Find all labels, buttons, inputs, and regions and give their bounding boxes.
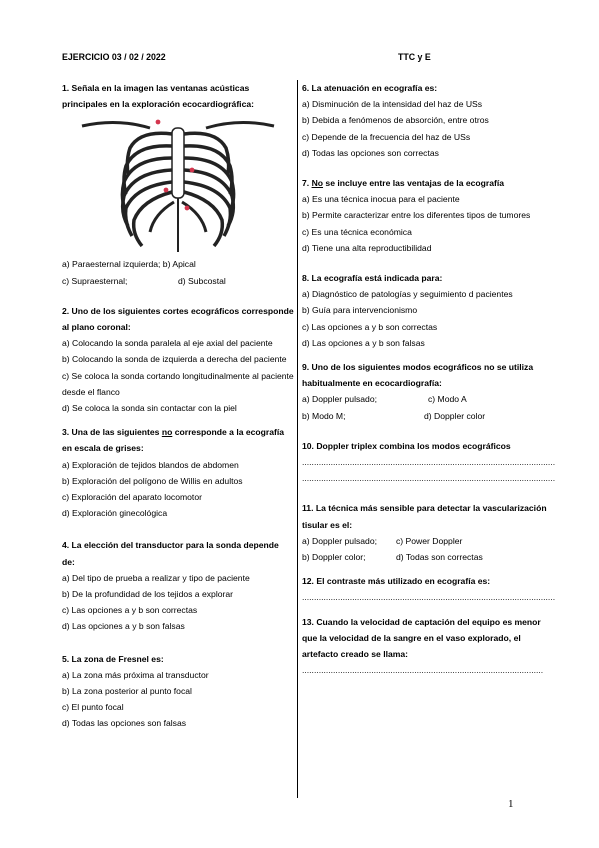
title-part: 3. Una de las siguientes — [62, 427, 162, 438]
option: b) La zona posterior al punto focal — [62, 686, 192, 697]
option: d) Todas las opciones son falsas — [62, 718, 187, 729]
title-underline: no — [161, 427, 173, 438]
left-column — [62, 80, 294, 740]
options-row — [302, 391, 557, 407]
option: a) Exploración de tejidos blandos de abdomen — [62, 459, 239, 470]
title-underline: No — [311, 178, 324, 189]
option: a) Doppler pulsado; — [302, 535, 378, 546]
option: a) Es una técnica inocua para el paciente — [302, 194, 460, 205]
option: c) El punto focal — [62, 702, 124, 713]
options-row — [302, 533, 557, 549]
option: a) La zona más próxima al transductor — [62, 669, 209, 680]
option: b) Permite caracterizar entre los diferentes tipos de tumores — [302, 210, 531, 221]
option: a) Doppler pulsado; — [302, 394, 378, 405]
option: d) Subcostal — [178, 275, 226, 286]
option: a) Diagnóstico de patologías y seguimiento d pacientes — [302, 289, 513, 300]
page-number: 1 — [508, 798, 514, 810]
option: c) Modo A — [428, 394, 467, 405]
option: a) Paraesternal izquierda; b) Apical — [62, 259, 196, 270]
answer-line[interactable]: .......................................................................................................... — [302, 473, 556, 484]
question-title — [302, 175, 557, 191]
question-title: 9. Uno de los siguientes modos ecográficos no se utiliza habitualmente en ecocardiografía: — [302, 362, 534, 389]
ribcage-image — [62, 114, 294, 254]
option: c) Depende de la frecuencia del haz de USs — [302, 131, 471, 142]
question-2 — [62, 303, 294, 416]
question-title: 10. Doppler triplex combina los modos ecográficos — [302, 440, 511, 451]
question-title: 12. El contraste más utilizado en ecografía es: — [302, 576, 491, 587]
exercise-header: EJERCICIO 03 / 02 / 2022 — [62, 52, 166, 62]
question-5 — [62, 651, 294, 732]
option: c) Power Doppler — [396, 535, 463, 546]
title-part: se incluye entre las ventajas de la ecografía — [323, 178, 505, 189]
question-13 — [302, 614, 557, 679]
option: b) Guía para intervencionismo — [302, 305, 418, 316]
option: d) Todas las opciones son correctas — [302, 147, 439, 158]
question-title: 5. La zona de Fresnel es: — [62, 653, 164, 664]
question-title: 2. Uno de los siguientes cortes ecográficos corresponde al plano coronal: — [62, 305, 294, 333]
question-11 — [302, 500, 557, 565]
option: a) Disminución de la intensidad del haz de USs — [302, 99, 483, 110]
option: c) Las opciones a y b son correctas — [302, 321, 438, 332]
option: a) Del tipo de prueba a realizar y tipo de paciente — [62, 572, 250, 583]
option: b) Debida a fenómenos de absorción, entre otros — [302, 115, 489, 126]
question-title: 11. La técnica más sensible para detectar la vascularización tisular es el: — [302, 503, 547, 530]
option: d) Doppler color — [424, 410, 486, 421]
question-6 — [302, 80, 557, 161]
column-divider — [297, 80, 298, 798]
answer-line[interactable]: .......................................................................................................... — [302, 457, 556, 468]
question-4 — [62, 537, 294, 634]
option: d) Se coloca la sonda sin contactar con la piel — [62, 403, 237, 414]
options-row — [302, 408, 557, 424]
question-title: 1. Señala en la imagen las ventanas acústicas principales en la exploración ecocardiográfica: — [62, 83, 254, 110]
question-title: 8. La ecografía está indicada para: — [302, 273, 443, 284]
option: c) Exploración del aparato locomotor — [62, 492, 202, 503]
question-9 — [302, 359, 557, 424]
question-7 — [302, 175, 557, 256]
ribcage-illustration — [62, 114, 294, 254]
title-part: 7. — [302, 178, 312, 189]
option: d) Las opciones a y b son falsas — [62, 621, 185, 632]
option: c) Es una técnica económica — [302, 226, 412, 237]
answer-line[interactable]: ..................................................................................................... — [302, 665, 544, 676]
option: b) Exploración del polígono de Willis en adultos — [62, 475, 243, 486]
option: d) Todas son correctas — [396, 552, 483, 563]
option: c) Las opciones a y b son correctas — [62, 605, 198, 616]
question-title — [62, 424, 294, 456]
option: d) Tiene una alta reproductibilidad — [302, 242, 432, 253]
option: c) Se coloca la sonda cortando longitudinalmente al paciente desde el flanco — [62, 370, 294, 397]
option: c) Supraesternal; — [62, 275, 128, 286]
question-10 — [302, 438, 557, 487]
option: b) Colocando la sonda de izquierda a derecha del paciente — [62, 354, 287, 365]
option: b) Doppler color; — [302, 552, 366, 563]
question-1 — [62, 80, 294, 289]
right-column — [302, 80, 557, 687]
options-row — [62, 273, 294, 289]
question-12 — [302, 573, 557, 605]
question-title: 4. La elección del transductor para la sonda depende de: — [62, 540, 279, 567]
options-row — [62, 256, 294, 272]
subject-header: TTC y E — [398, 52, 431, 62]
question-3 — [62, 424, 294, 521]
question-title: 13. Cuando la velocidad de captación del equipo es menor que la velocidad de la sangre en el vaso explorado, el artefacto creado se llama: — [302, 616, 541, 660]
answer-line[interactable]: .......................................................................................................... — [302, 592, 556, 603]
title-part: corresponde a la ecografía en escala de grises: — [62, 427, 285, 454]
options-row — [302, 549, 557, 565]
option: b) Modo M; — [302, 410, 346, 421]
question-8 — [302, 270, 557, 351]
option: d) Exploración ginecológica — [62, 508, 168, 519]
option: b) De la profundidad de los tejidos a explorar — [62, 589, 234, 600]
option: a) Colocando la sonda paralela al eje axial del paciente — [62, 338, 273, 349]
option: d) Las opciones a y b son falsas — [302, 337, 425, 348]
question-title: 6. La atenuación en ecografía es: — [302, 83, 438, 93]
